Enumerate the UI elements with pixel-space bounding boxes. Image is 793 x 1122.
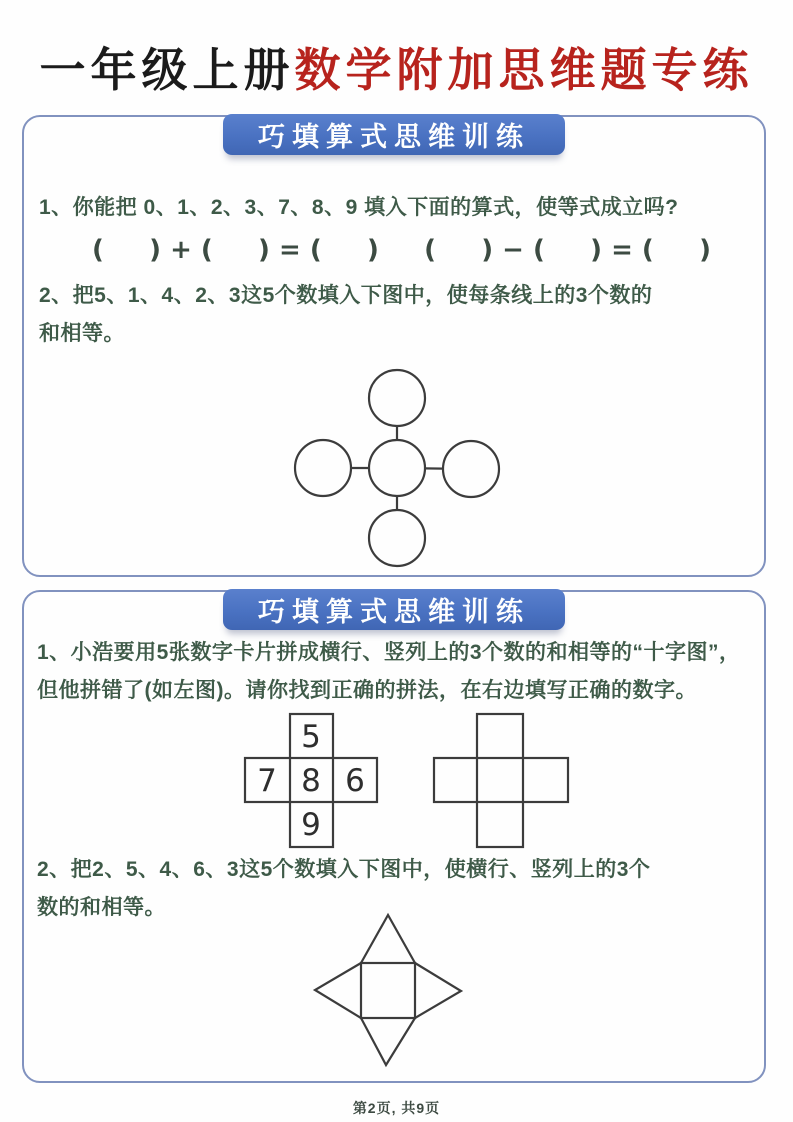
five-circles-diagram (282, 362, 512, 574)
pyramid-net-diagram (302, 907, 474, 1072)
title-subject: 数学附加思维题专练 (294, 45, 754, 96)
net-center-square (361, 963, 415, 1018)
s2-problem-1-text-line2: 但他拼错了(如左图)。请你找到正确的拼法，在右边填写正确的数字。 (37, 679, 697, 702)
left-grid-cell-left: 7 (257, 763, 277, 799)
left-grid-cell-center: 8 (301, 763, 321, 799)
circle-node-center (369, 440, 425, 496)
section-1-banner-label: 巧填算式思维训练 (258, 122, 530, 152)
s2-problem-1-text-line1: 1、小浩要用5张数字卡片拼成横行、竖列上的3个数的和相等的“十字图”， (37, 641, 741, 664)
s2-problem-2-text-line2: 数的和相等。 (37, 896, 166, 919)
s1-problem-2-text-line2: 和相等。 (39, 322, 125, 345)
left-grid-cell-bottom: 9 (301, 807, 321, 843)
section-1-banner (223, 114, 565, 155)
section-2-banner-label: 巧填算式思维训练 (258, 597, 530, 627)
left-grid-cell-top: 5 (301, 719, 321, 755)
s1-equation-blanks: ( ) + ( ) = ( ) ( ) − ( ) = ( ) (92, 235, 711, 265)
circle-node-left (295, 440, 351, 496)
cross-grids-diagram (237, 707, 577, 857)
section-2-panel (22, 590, 766, 1083)
net-triangle-bottom (361, 1018, 415, 1065)
section-2-banner (223, 589, 565, 630)
left-grid-cell-right: 6 (345, 763, 365, 799)
title-grade: 一年级上册 (39, 45, 295, 96)
circle-node-bottom (369, 510, 425, 566)
net-triangle-left (315, 963, 361, 1018)
s1-problem-2-text-line1: 2、把5、1、4、2、3这5个数填入下图中，使每条线上的3个数的 (39, 284, 653, 307)
s1-problem-1-text: 1、你能把 0、1、2、3、7、8、9 填入下面的算式，使等式成立吗? (39, 196, 679, 219)
net-triangle-right (415, 963, 461, 1018)
circle-node-top (369, 370, 425, 426)
s2-problem-2-text-line1: 2、把2、5、4、6、3这5个数填入下图中，使横行、竖列上的3个 (37, 858, 651, 881)
page-number-footer: 第2页, 共9页 (352, 1100, 441, 1116)
net-triangle-top (361, 915, 415, 963)
page-title (0, 34, 793, 100)
section-1-panel (22, 115, 766, 577)
right-grid-vertical-bar (477, 714, 523, 847)
circle-node-right (443, 441, 499, 497)
right-grid-horizontal-bar (434, 758, 568, 802)
